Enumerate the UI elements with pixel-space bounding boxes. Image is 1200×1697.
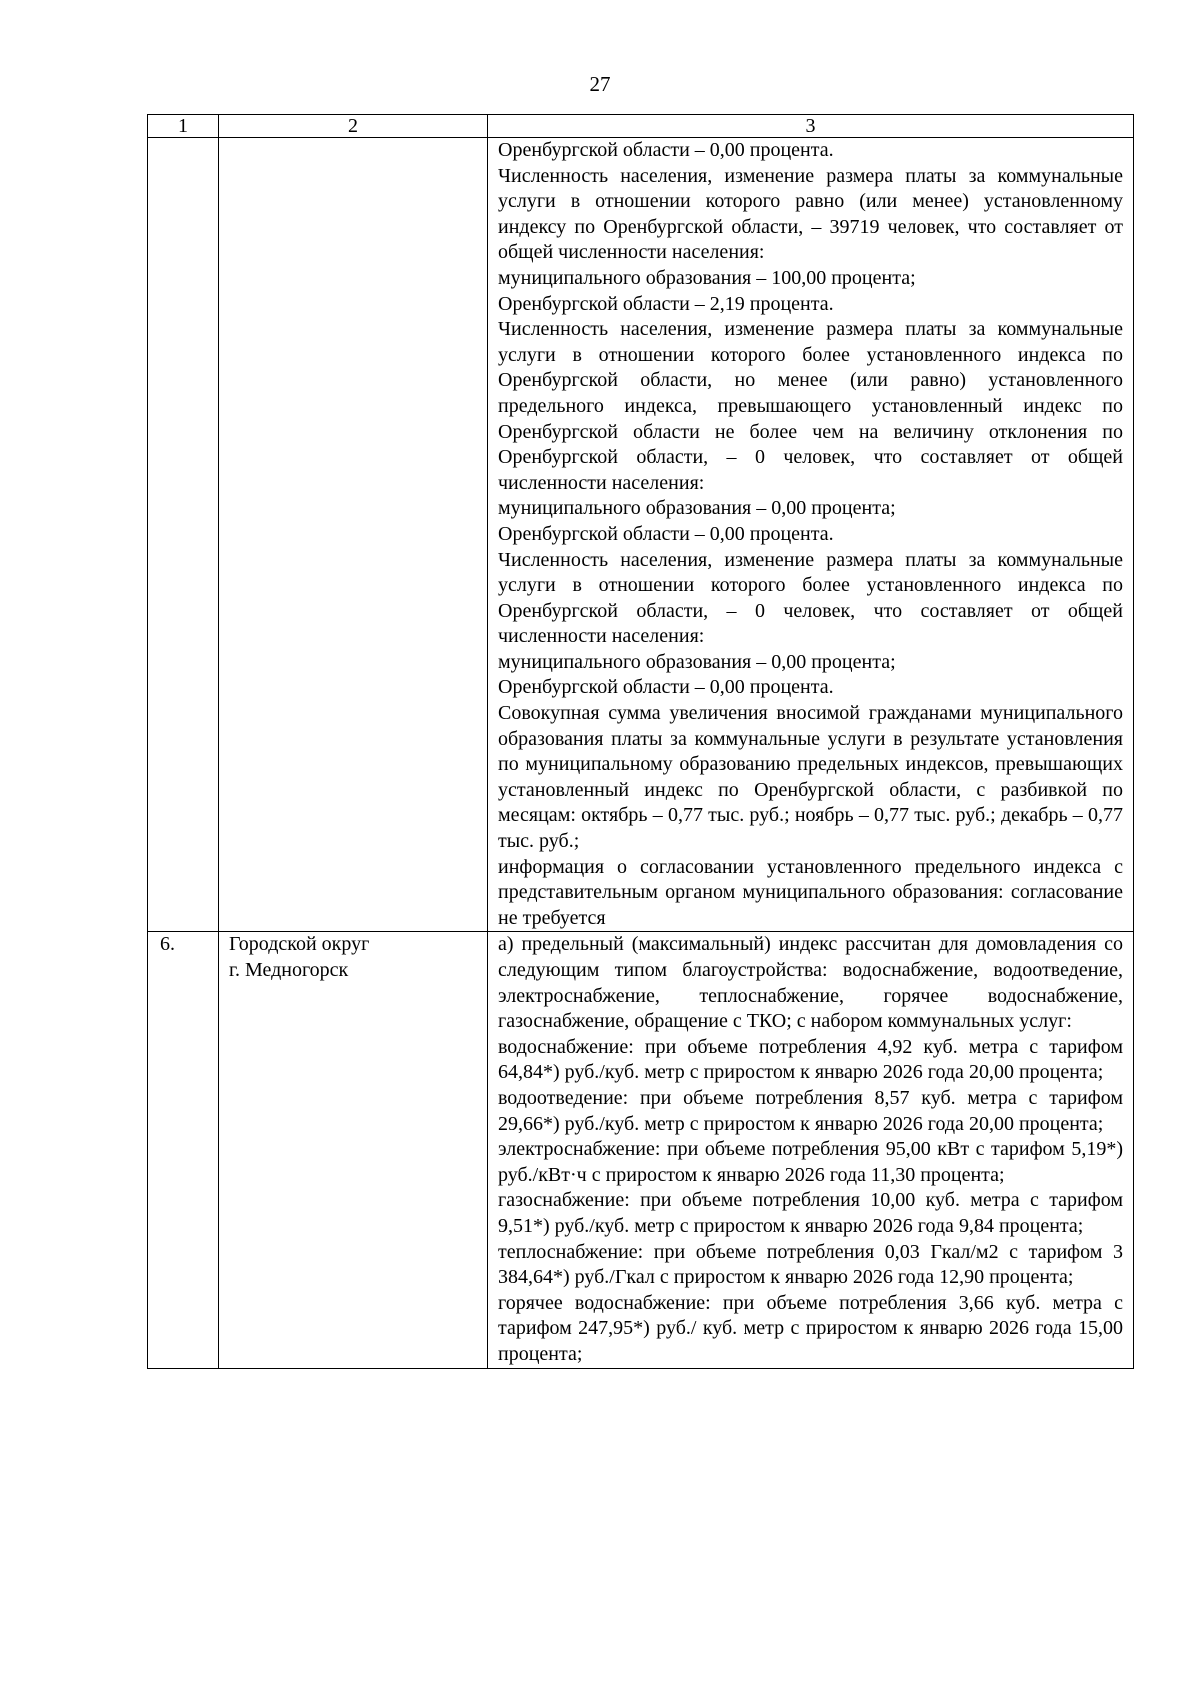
row-6-name-line1: Городской округ <box>229 933 370 956</box>
paragraph: горячее водоснабжение: при объеме потребления 3,66 куб. метра с тарифом 247,95*) руб./ куб. метр с приростом к январю 2026 года 15,00 процента; <box>498 1291 1123 1365</box>
table-header-row <box>148 115 1134 138</box>
indices-table <box>147 114 1134 1369</box>
header-col-1: 1 <box>148 115 219 138</box>
paragraph: водоотведение: при объеме потребления 8,57 куб. метра с тарифом 29,66*) руб./куб. метр с приростом к январю 2026 года 20,00 процента; <box>498 1086 1123 1135</box>
paragraph: газоснабжение: при объеме потребления 10,00 куб. метра с тарифом 9,51*) руб./куб. метр с приростом к январю 2026 года 9,84 процента; <box>498 1189 1123 1237</box>
paragraph: муниципального образования – 0,00 процента; <box>498 650 896 673</box>
row-6-name-line2: г. Медногорск <box>229 959 349 981</box>
paragraph: Численность населения, изменение размера платы за коммунальные услуги в отношении которого более установленного индекса по Оренбургской области, но менее (или равно) установленного предельного индекса, превышающего установленный индекс по Оренбургской области не более чем на величину отклонения по Оренбургской области, – 0 человек, что составляет от общей численности населения: <box>498 318 1123 494</box>
paragraph: информация о согласовании установленного предельного индекса с представительным органом муниципального образования: согласование не требуется <box>498 855 1123 929</box>
paragraph: Численность населения, изменение размера платы за коммунальные услуги в отношении которого равно (или менее) установленному индексу по Оренбургской области, – 39719 человек, что составляет от общей численности населения: <box>498 164 1123 264</box>
paragraph: муниципального образования – 100,00 процента; <box>498 266 916 289</box>
row-continued-number <box>148 138 219 932</box>
header-col-2: 2 <box>219 115 488 138</box>
paragraph: Совокупная сумма увеличения вносимой гражданами муниципального образования платы за коммунальные услуги в результате установления по муниципальному образованию предельных индексов, превышающих установленный индекс по Оренбургской области, с разбивкой по месяцам: октябрь – 0,77 тыс. руб.; ноябрь – 0,77 тыс. руб.; декабрь – 0,77 тыс. руб.; <box>498 702 1123 853</box>
page-number: 27 <box>589 72 611 96</box>
paragraph: муниципального образования – 0,00 процента; <box>498 497 896 520</box>
paragraph: а) предельный (максимальный) индекс рассчитан для домовладения со следующим типом благоустройства: водоснабжение, водоотведение, электроснабжение, теплоснабжение, горячее водоснабжение, газоснабжение, обращение с ТКО; с набором коммунальных услуг: <box>498 933 1123 1033</box>
paragraph: Численность населения, изменение размера платы за коммунальные услуги в отношении которого более установленного индекса по Оренбургской области, – 0 человек, что составляет от общей численности населения: <box>498 548 1123 648</box>
row-continued-name <box>219 138 488 932</box>
table-row-6 <box>148 932 1134 1368</box>
paragraph: электроснабжение: при объеме потребления 95,00 кВт с тарифом 5,19*) руб./кВт·ч с приростом к январю 2026 года 11,30 процента; <box>498 1138 1123 1186</box>
paragraph: Оренбургской области – 2,19 процента. <box>498 292 834 315</box>
paragraph: теплоснабжение: при объеме потребления 0,03 Гкал/м2 с тарифом 3 384,64*) руб./Гкал с приростом к январю 2026 года 12,90 процента; <box>498 1240 1123 1289</box>
row-continued-description <box>488 138 1134 932</box>
table-row-continued <box>148 138 1134 932</box>
row-6-description <box>488 932 1134 1368</box>
paragraph: Оренбургской области – 0,00 процента. <box>498 522 834 545</box>
paragraph: Оренбургской области – 0,00 процента. <box>498 139 834 161</box>
paragraph: Оренбургской области – 0,00 процента. <box>498 676 834 699</box>
row-6-name <box>219 932 488 1368</box>
paragraph: водоснабжение: при объеме потребления 4,92 куб. метра с тарифом 64,84*) руб./куб. метр с приростом к январю 2026 года 20,00 процента; <box>498 1035 1123 1084</box>
row-6-number: 6. <box>148 932 219 1368</box>
header-col-3: 3 <box>488 115 1134 138</box>
